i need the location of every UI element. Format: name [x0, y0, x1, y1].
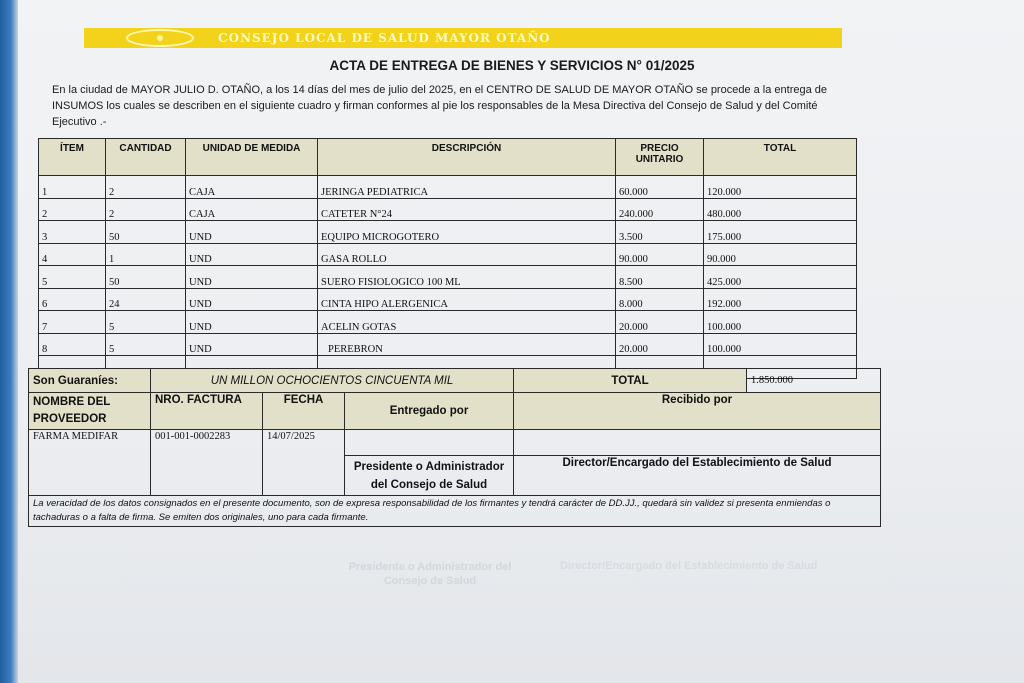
cell-cantidad: 2: [106, 176, 186, 199]
entregado-signature-space: [345, 430, 514, 456]
precio-header-line1: PRECIO: [640, 143, 679, 154]
table-row: [39, 243, 857, 266]
fecha-label: FECHA: [263, 393, 345, 430]
cell-descripcion: PEREBRON: [318, 333, 616, 356]
cell-total: 90.000: [704, 243, 857, 266]
presidente-label: Presidente o Administrador del Consejo de Salud: [345, 456, 514, 496]
precio-header-line2: UNITARIO: [635, 154, 684, 165]
proveedor-label: NOMBRE DEL PROVEEDOR: [29, 393, 151, 430]
cell-cantidad: 5: [106, 333, 186, 356]
cell-cantidad: 5: [106, 311, 186, 334]
table-row: [39, 176, 857, 199]
cell-precio: 240.000: [616, 198, 704, 221]
total-label: TOTAL: [514, 369, 747, 393]
cell-unidad: CAJA: [186, 176, 318, 199]
son-guaranies-label: Son Guaraníes:: [29, 369, 151, 393]
cell-descripcion: SUERO FISIOLOGICO 100 ML: [318, 266, 616, 289]
cell-precio: 60.000: [616, 176, 704, 199]
director-label: Director/Encargado del Establecimiento de Salud: [514, 456, 881, 496]
cell-total: 192.000: [704, 288, 857, 311]
intro-paragraph: [52, 82, 860, 130]
cell-unidad: UND: [186, 266, 318, 289]
cell-unidad: UND: [186, 243, 318, 266]
cell-item: 6: [39, 288, 106, 311]
cell-unidad: UND: [186, 333, 318, 356]
col-descripcion-header: DESCRIPCIÓN: [318, 139, 616, 176]
cell-cantidad: 50: [106, 221, 186, 244]
seal-logo-icon: ✺: [126, 29, 194, 47]
cell-unidad: CAJA: [186, 198, 318, 221]
col-cantidad-header: CANTIDAD: [106, 139, 186, 176]
factura-value: 001-001-0002283: [151, 430, 263, 496]
entregado-por-label: Entregado por: [345, 393, 514, 430]
cell-unidad: UND: [186, 311, 318, 334]
show-through-director: Director/Encargado del Establecimiento de Salud: [560, 560, 818, 572]
col-item-header: ÍTEM: [39, 139, 106, 176]
cell-unidad: UND: [186, 221, 318, 244]
amount-in-words: UN MILLON OCHOCIENTOS CINCUENTA MIL: [151, 369, 514, 393]
table-row: [39, 198, 857, 221]
table-row: [39, 311, 857, 334]
cell-item: 8: [39, 333, 106, 356]
factura-label: NRO. FACTURA: [151, 393, 263, 430]
table-header-row: [39, 139, 857, 176]
document-title: ACTA DE ENTREGA DE BIENES Y SERVICIOS N° 01/2025: [329, 58, 695, 73]
letterhead-banner: [84, 28, 842, 48]
cell-unidad: UND: [186, 288, 318, 311]
table-row: [39, 333, 857, 356]
cell-cantidad: 2: [106, 198, 186, 221]
fecha-value: 14/07/2025: [263, 430, 345, 496]
col-unidad-header: UNIDAD DE MEDIDA: [186, 139, 318, 176]
disclaimer-text: La veracidad de los datos consignados en el presente documento, son de expresa responsabilidad de los firmantes y tendrá carácter de DD.JJ., quedará sin validez si presenta enmiendas o tachaduras o a falta de firma. Se emiten dos originales, uno para cada firmante.: [29, 496, 881, 527]
cell-cantidad: 24: [106, 288, 186, 311]
cell-total: 120.000: [704, 176, 857, 199]
amount-row: [29, 369, 881, 393]
intro-text: En la ciudad de MAYOR JULIO D. OTAÑO, a los 14 días del mes de julio del 2025, en el CENTRO DE SALUD DE MAYOR OTAÑO se procede a la entrega de INSUMOS los cuales se describen en el siguiente cuadro y firman conformes al pie los responsables de la Mesa Directiva del Consejo de Salud y del Comité Ejecutivo .-: [52, 84, 828, 128]
col-total-header: TOTAL: [704, 139, 857, 176]
cell-cantidad: 1: [106, 243, 186, 266]
summary-signature-table: [28, 368, 881, 527]
supplier-data-row: [29, 430, 881, 456]
cell-descripcion: CATETER N°24: [318, 198, 616, 221]
cell-descripcion: ACELIN GOTAS: [318, 311, 616, 334]
cell-item: 2: [39, 198, 106, 221]
total-value: 1.850.000: [747, 369, 881, 393]
cell-precio: 90.000: [616, 243, 704, 266]
cell-item: 1: [39, 176, 106, 199]
table-row: [39, 221, 857, 244]
cell-precio: 8.500: [616, 266, 704, 289]
letterhead-text: CONSEJO LOCAL DE SALUD MAYOR OTAÑO: [218, 31, 551, 45]
table-row: [39, 288, 857, 311]
col-precio-header: [616, 139, 704, 176]
cell-cantidad: 50: [106, 266, 186, 289]
cell-descripcion: CINTA HIPO ALERGENICA: [318, 288, 616, 311]
cell-total: 100.000: [704, 311, 857, 334]
signature-header-row: [29, 393, 881, 430]
recibido-por-label: Recibido por: [514, 393, 881, 430]
cell-item: 3: [39, 221, 106, 244]
cell-precio: 20.000: [616, 333, 704, 356]
recibido-signature-space: [514, 430, 881, 456]
cell-item: 4: [39, 243, 106, 266]
cell-item: 5: [39, 266, 106, 289]
binder-edge: [0, 0, 18, 683]
table-row: [39, 266, 857, 289]
cell-total: 480.000: [704, 198, 857, 221]
proveedor-value: FARMA MEDIFAR: [29, 430, 151, 496]
cell-precio: 3.500: [616, 221, 704, 244]
show-through-presidente: Presidente o Administrador del Consejo de Salud: [348, 561, 512, 587]
cell-total: 175.000: [704, 221, 857, 244]
cell-descripcion: JERINGA PEDIATRICA: [318, 176, 616, 199]
cell-precio: 8.000: [616, 288, 704, 311]
cell-precio: 20.000: [616, 311, 704, 334]
disclaimer-row: [29, 496, 881, 527]
cell-descripcion: GASA ROLLO: [318, 243, 616, 266]
cell-total: 100.000: [704, 333, 857, 356]
cell-total: 425.000: [704, 266, 857, 289]
cell-descripcion: EQUIPO MICROGOTERO: [318, 221, 616, 244]
cell-item: 7: [39, 311, 106, 334]
items-table: [38, 138, 857, 379]
